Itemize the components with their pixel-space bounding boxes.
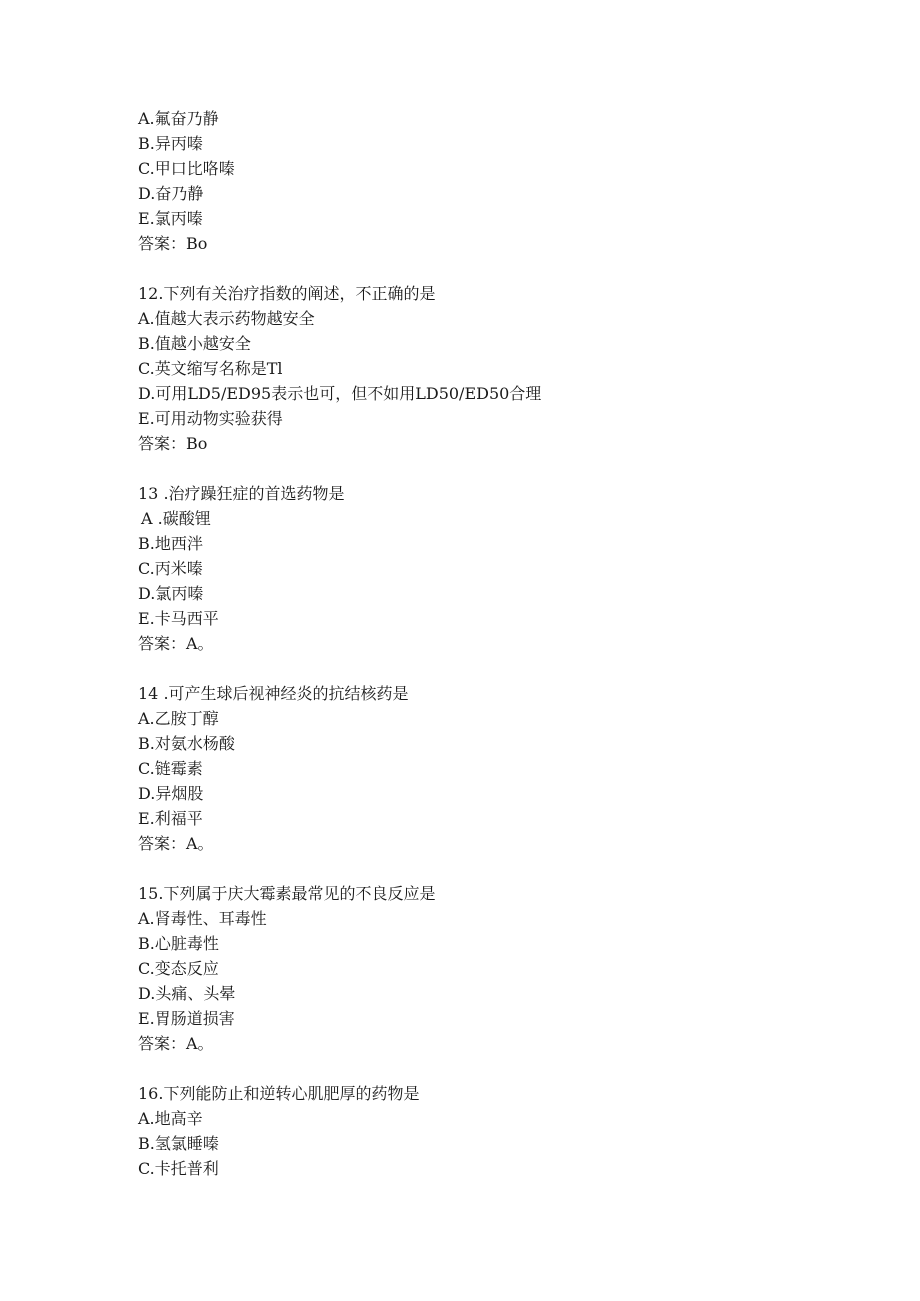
option-e: E.卡马西平 (138, 609, 219, 628)
answer: 答案：A。 (138, 634, 214, 653)
question-14 (138, 681, 838, 856)
option-c: C.链霉素 (138, 759, 203, 778)
option-d: D.头痛、头晕 (138, 984, 236, 1003)
option-d: D.奋乃静 (138, 184, 204, 203)
option-c: C.变态反应 (138, 959, 219, 978)
option-a: A.氟奋乃静 (138, 109, 219, 128)
option-b: B.异丙嗪 (138, 134, 203, 153)
option-a: A.地高辛 (138, 1109, 203, 1128)
document-content (138, 106, 838, 1181)
question-text: 16.下列能防止和逆转心肌肥厚的药物是 (138, 1084, 420, 1103)
question-11 (138, 106, 838, 256)
option-a: A .碳酸锂 (141, 509, 211, 528)
option-a: A.乙胺丁醇 (138, 709, 219, 728)
question-15 (138, 881, 838, 1056)
option-a: A.值越大表示药物越安全 (138, 309, 315, 328)
option-a: A.肾毒性、耳毒性 (138, 909, 267, 928)
answer: 答案：Bo (138, 434, 208, 453)
option-d: D.异烟股 (138, 784, 204, 803)
answer: 答案：Bo (138, 234, 208, 253)
question-16 (138, 1081, 838, 1181)
answer: 答案：A。 (138, 1034, 214, 1053)
option-c: C.英文缩写名称是Tl (138, 359, 283, 378)
spacer (138, 656, 838, 681)
option-b: B.值越小越安全 (138, 334, 251, 353)
spacer (138, 856, 838, 881)
option-b: B.心脏毒性 (138, 934, 219, 953)
option-c: C.卡托普利 (138, 1159, 219, 1178)
option-e: E.胃肠道损害 (138, 1009, 235, 1028)
question-text: 12.下列有关治疗指数的阐述，不正确的是 (138, 284, 436, 303)
option-c: C.甲口比咯嗪 (138, 159, 235, 178)
question-text: 14 .可产生球后视神经炎的抗结核药是 (138, 684, 409, 703)
option-d: D.氯丙嗪 (138, 584, 204, 603)
option-d: D.可用LD5/ED95表示也可，但不如用LD50/ED50合理 (138, 384, 542, 403)
spacer (138, 1056, 838, 1081)
option-b: B.地西泮 (138, 534, 203, 553)
question-13 (138, 481, 838, 656)
option-e: E.利福平 (138, 809, 203, 828)
option-e: E.氯丙嗪 (138, 209, 203, 228)
question-text: 13 .治疗躁狂症的首选药物是 (138, 484, 345, 503)
option-e: E.可用动物实验获得 (138, 409, 283, 428)
option-b: B.对氨水杨酸 (138, 734, 235, 753)
question-text: 15.下列属于庆大霉素最常见的不良反应是 (138, 884, 436, 903)
spacer (138, 256, 838, 281)
spacer (138, 456, 838, 481)
answer: 答案：A。 (138, 834, 214, 853)
option-b: B.氢氯睡嗪 (138, 1134, 219, 1153)
question-12 (138, 281, 838, 456)
option-c: C.丙米嗪 (138, 559, 203, 578)
